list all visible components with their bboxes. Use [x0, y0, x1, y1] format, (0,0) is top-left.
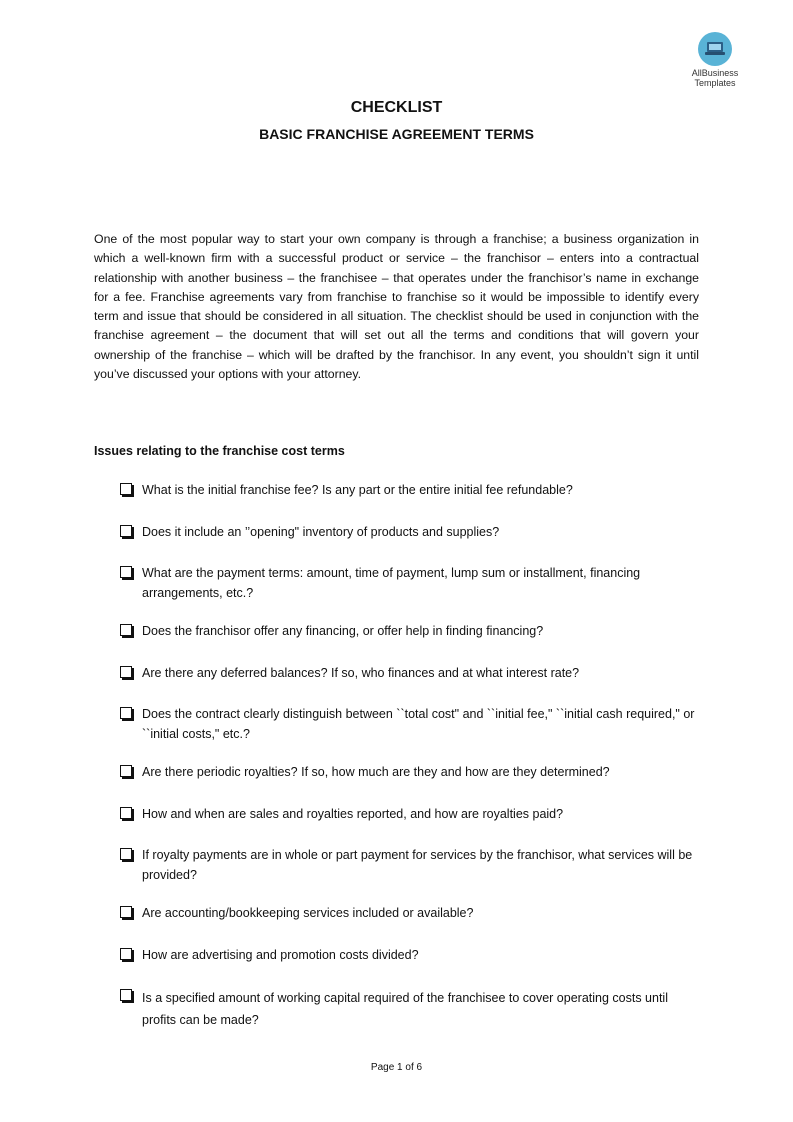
checklist-item: [120, 987, 705, 1031]
checkbox-icon[interactable]: [120, 666, 132, 678]
checkbox-icon[interactable]: [120, 525, 132, 537]
checklist: [120, 481, 705, 1031]
checklist-item: [120, 846, 705, 885]
checkbox-icon[interactable]: [120, 906, 132, 918]
checklist-item-text: Is a specified amount of working capital required of the franchisee to cover operating costs until profits can be made?: [142, 991, 668, 1027]
checklist-item-text: Are accounting/bookkeeping services included or available?: [142, 906, 474, 920]
checklist-item-text: How are advertising and promotion costs divided?: [142, 947, 419, 962]
checklist-item-text: How and when are sales and royalties reported, and how are royalties paid?: [142, 806, 564, 821]
checklist-item-text: Does the contract clearly distinguish between ``total cost" and ``initial fee," ``initial cash required," or ``initial costs," etc.?: [142, 707, 695, 741]
checklist-item-text: Does it include an ’’opening" inventory of products and supplies?: [142, 524, 500, 539]
checkbox-icon[interactable]: [120, 707, 132, 719]
checklist-item: [120, 946, 705, 966]
checklist-item: [120, 622, 705, 642]
logo-text-line2: Templates: [694, 78, 736, 88]
page-title: CHECKLIST: [350, 99, 443, 116]
checkbox-icon[interactable]: [120, 848, 132, 860]
allbusiness-templates-logo: [680, 32, 750, 88]
section-heading-cost-terms: Issues relating to the franchise cost terms: [94, 444, 345, 458]
checklist-item-text: Are there periodic royalties? If so, how much are they and how are they determined?: [142, 765, 610, 779]
checklist-item: [120, 805, 705, 825]
checklist-item: [120, 705, 705, 744]
checklist-item-text: What are the payment terms: amount, time of payment, lump sum or installment, financing arrangements, etc.?: [142, 566, 641, 600]
checklist-item: [120, 904, 705, 924]
laptop-icon: [698, 32, 732, 66]
checklist-item: [120, 481, 705, 501]
checkbox-icon[interactable]: [120, 948, 132, 960]
checklist-item-text: Are there any deferred balances? If so, who finances and at what interest rate?: [142, 665, 580, 680]
checkbox-icon[interactable]: [120, 807, 132, 819]
checkbox-icon[interactable]: [120, 989, 132, 1001]
checklist-item: [120, 763, 705, 783]
intro-paragraph: One of the most popular way to start your own company is through a franchise; a business organization in which a well-known firm with a successful product or service – the franchisor – enters into a contractual relationship with another business – the franchisee – that operates under the franchisor’s name in exchange for a fee. Franchise agreements vary from franchise to franchise so it would be impossible to identify every term and issue that should be considered in all situation. The checklist should be used in conjunction with the franchise agreement – the document that will set out all the terms and conditions that will govern your ownership of the franchise – which will be drafted by the franchisor. In any event, you shouldn’t sign it until you’ve discussed your options with your attorney.: [94, 232, 699, 382]
checklist-item-text: Does the franchisor offer any financing, or offer help in finding financing?: [142, 624, 544, 638]
checklist-item: [120, 523, 705, 543]
checkbox-icon[interactable]: [120, 765, 132, 777]
checkbox-icon[interactable]: [120, 624, 132, 636]
checklist-item: [120, 664, 705, 684]
checklist-item-text: If royalty payments are in whole or part payment for services by the franchisor, what services will be provided?: [142, 848, 693, 882]
checkbox-icon[interactable]: [120, 566, 132, 578]
page-number: Page 1 of 6: [370, 1062, 423, 1073]
checklist-item: [120, 564, 705, 603]
checkbox-icon[interactable]: [120, 483, 132, 495]
checklist-item-text: What is the initial franchise fee? Is any part or the entire initial fee refundable?: [142, 483, 573, 497]
page-subtitle: BASIC FRANCHISE AGREEMENT TERMS: [259, 126, 534, 142]
logo-text-line1: AllBusiness: [691, 68, 739, 78]
